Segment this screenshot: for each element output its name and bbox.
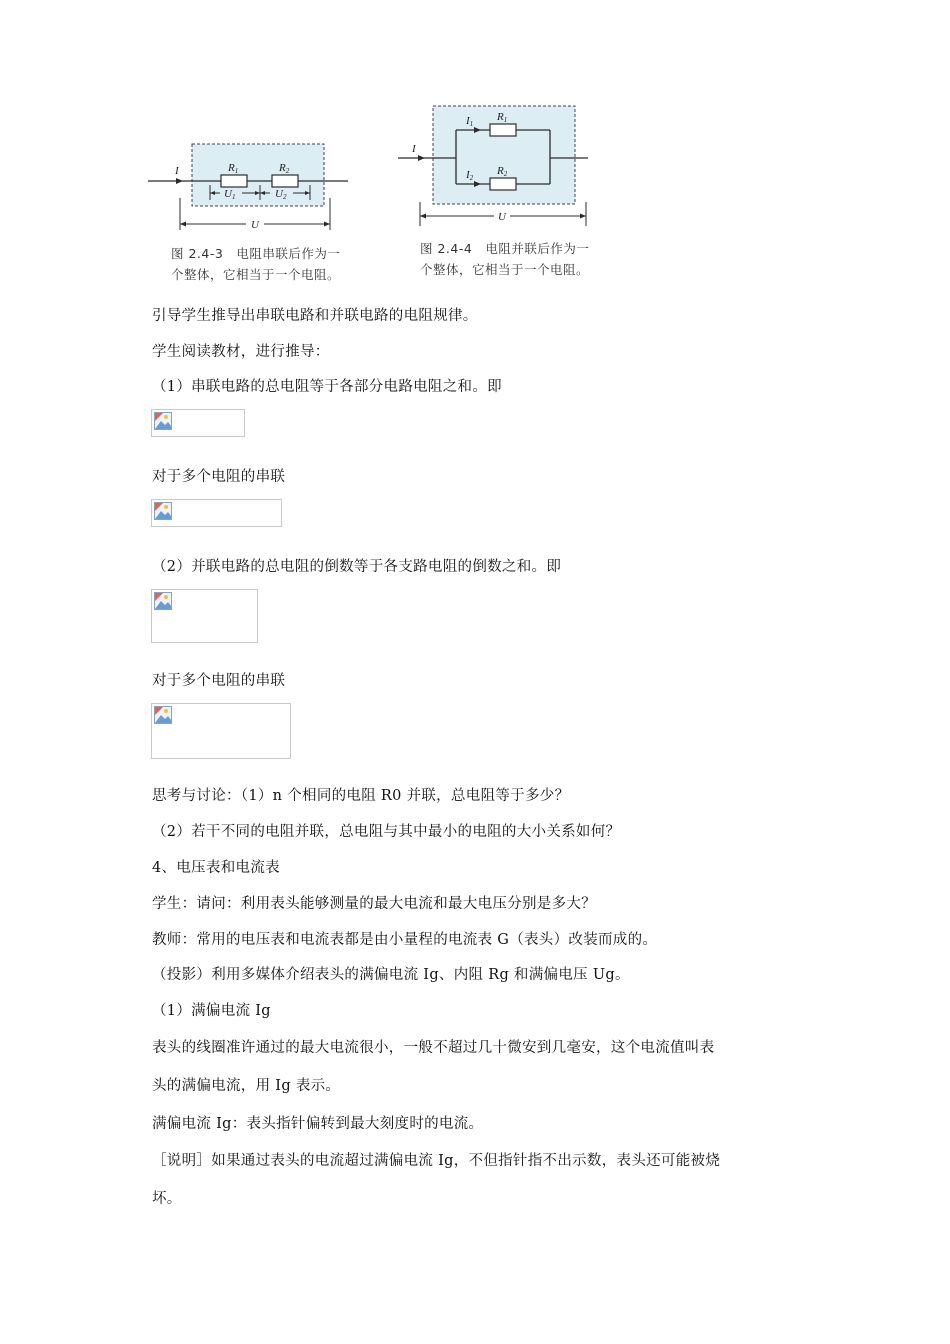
u2-label: U <box>275 188 283 200</box>
i2-sub: 2 <box>469 174 474 182</box>
parallel-figure-caption <box>420 238 589 280</box>
series-current-arrow <box>176 178 183 184</box>
paragraph-7: 思考与讨论：（1）n 个相同的电阻 R0 并联，总电阻等于多少？ <box>152 788 570 804</box>
formula-image-series <box>151 409 245 437</box>
i2-label: I <box>466 169 470 181</box>
series-u-label: U <box>251 219 259 231</box>
resistor-r1 <box>221 175 247 187</box>
parallel-u-label: U <box>498 211 506 223</box>
broken-image-icon <box>154 502 174 522</box>
paragraph-4: 对于多个电阻的串联 <box>152 469 286 485</box>
r1-sub: 1 <box>234 167 239 175</box>
parallel-caption-line2: 个整体，它相当于一个电阻。 <box>420 262 590 277</box>
section-heading-meters: 4、电压表和电流表 <box>152 860 280 876</box>
parallel-resistor-r2 <box>490 178 516 190</box>
i1-sub: 1 <box>469 120 474 128</box>
parallel-resistor-r1 <box>490 124 516 136</box>
paragraph-12: （投影）利用多媒体介绍表头的满偏电流 Ig、内阻 Rg 和满偏电压 Ug。 <box>152 967 630 983</box>
formula-image-multi-parallel <box>151 703 291 759</box>
paragraph-18: 坏。 <box>152 1191 182 1207</box>
paragraph-11: 教师：常用的电压表和电流表都是由小量程的电流表 G（表头）改装而成的。 <box>152 932 658 948</box>
paragraph-16: 满偏电流 Ig：表头指针偏转到最大刻度时的电流。 <box>152 1116 484 1132</box>
pr2-sub: 2 <box>503 170 508 178</box>
parallel-current-arrow <box>418 155 425 161</box>
formula-image-parallel <box>151 589 258 643</box>
paragraph-8: （2）若干不同的电阻并联，总电阻与其中最小的电阻的大小关系如何？ <box>152 824 621 840</box>
series-caption-line2: 个整体，它相当于一个电阻。 <box>171 267 341 282</box>
i1-label: I <box>466 115 470 127</box>
paragraph-14: 表头的线圈准许通过的最大电流很小，一般不超过几十微安到几毫安，这个电流值叫表 <box>152 1040 715 1056</box>
parallel-circuit-diagram <box>398 102 598 232</box>
broken-image-icon <box>154 706 174 726</box>
paragraph-2: 学生阅读教材，进行推导： <box>152 344 330 360</box>
series-circuit-diagram <box>148 138 358 238</box>
pr1-sub: 1 <box>503 116 508 124</box>
series-current-label: I <box>175 165 179 177</box>
series-figure-caption <box>171 243 340 285</box>
series-equivalent-box <box>192 144 324 206</box>
paragraph-3: （1）串联电路的总电阻等于各部分电路电阻之和。即 <box>152 379 502 395</box>
resistor-r2 <box>272 175 298 187</box>
series-caption-line1: 图 2.4-3 电阻串联后作为一 <box>171 246 341 261</box>
r2-label: R <box>279 162 286 174</box>
r2-sub: 2 <box>285 167 290 175</box>
formula-image-multi-series <box>151 499 282 527</box>
parallel-circuit-figure <box>398 102 598 232</box>
parallel-current-label: I <box>412 143 416 155</box>
broken-image-icon <box>154 592 174 612</box>
paragraph-1: 引导学生推导出串联电路和并联电路的电阻规律。 <box>152 308 478 324</box>
paragraph-6: 对于多个电阻的串联 <box>152 673 286 689</box>
paragraph-15: 头的满偏电流，用 Ig 表示。 <box>152 1078 341 1094</box>
paragraph-10: 学生：请问：利用表头能够测量的最大电流和最大电压分别是多大？ <box>152 896 596 912</box>
pr1-label: R <box>497 111 504 123</box>
u2-sub: 2 <box>282 193 287 201</box>
series-circuit-figure <box>148 138 358 238</box>
paragraph-5: （2）并联电路的总电阻的倒数等于各支路电阻的倒数之和。即 <box>152 559 562 575</box>
pr2-label: R <box>497 165 504 177</box>
paragraph-17: ［说明］如果通过表头的电流超过满偏电流 Ig，不但指针指不出示数，表头还可能被烧 <box>152 1153 721 1169</box>
r1-label: R <box>228 162 235 174</box>
broken-image-icon <box>154 412 174 432</box>
u1-sub: 1 <box>231 193 236 201</box>
paragraph-13: （1）满偏电流 Ig <box>152 1003 271 1019</box>
parallel-caption-line1: 图 2.4-4 电阻并联后作为一 <box>420 241 590 256</box>
u1-label: U <box>224 188 232 200</box>
